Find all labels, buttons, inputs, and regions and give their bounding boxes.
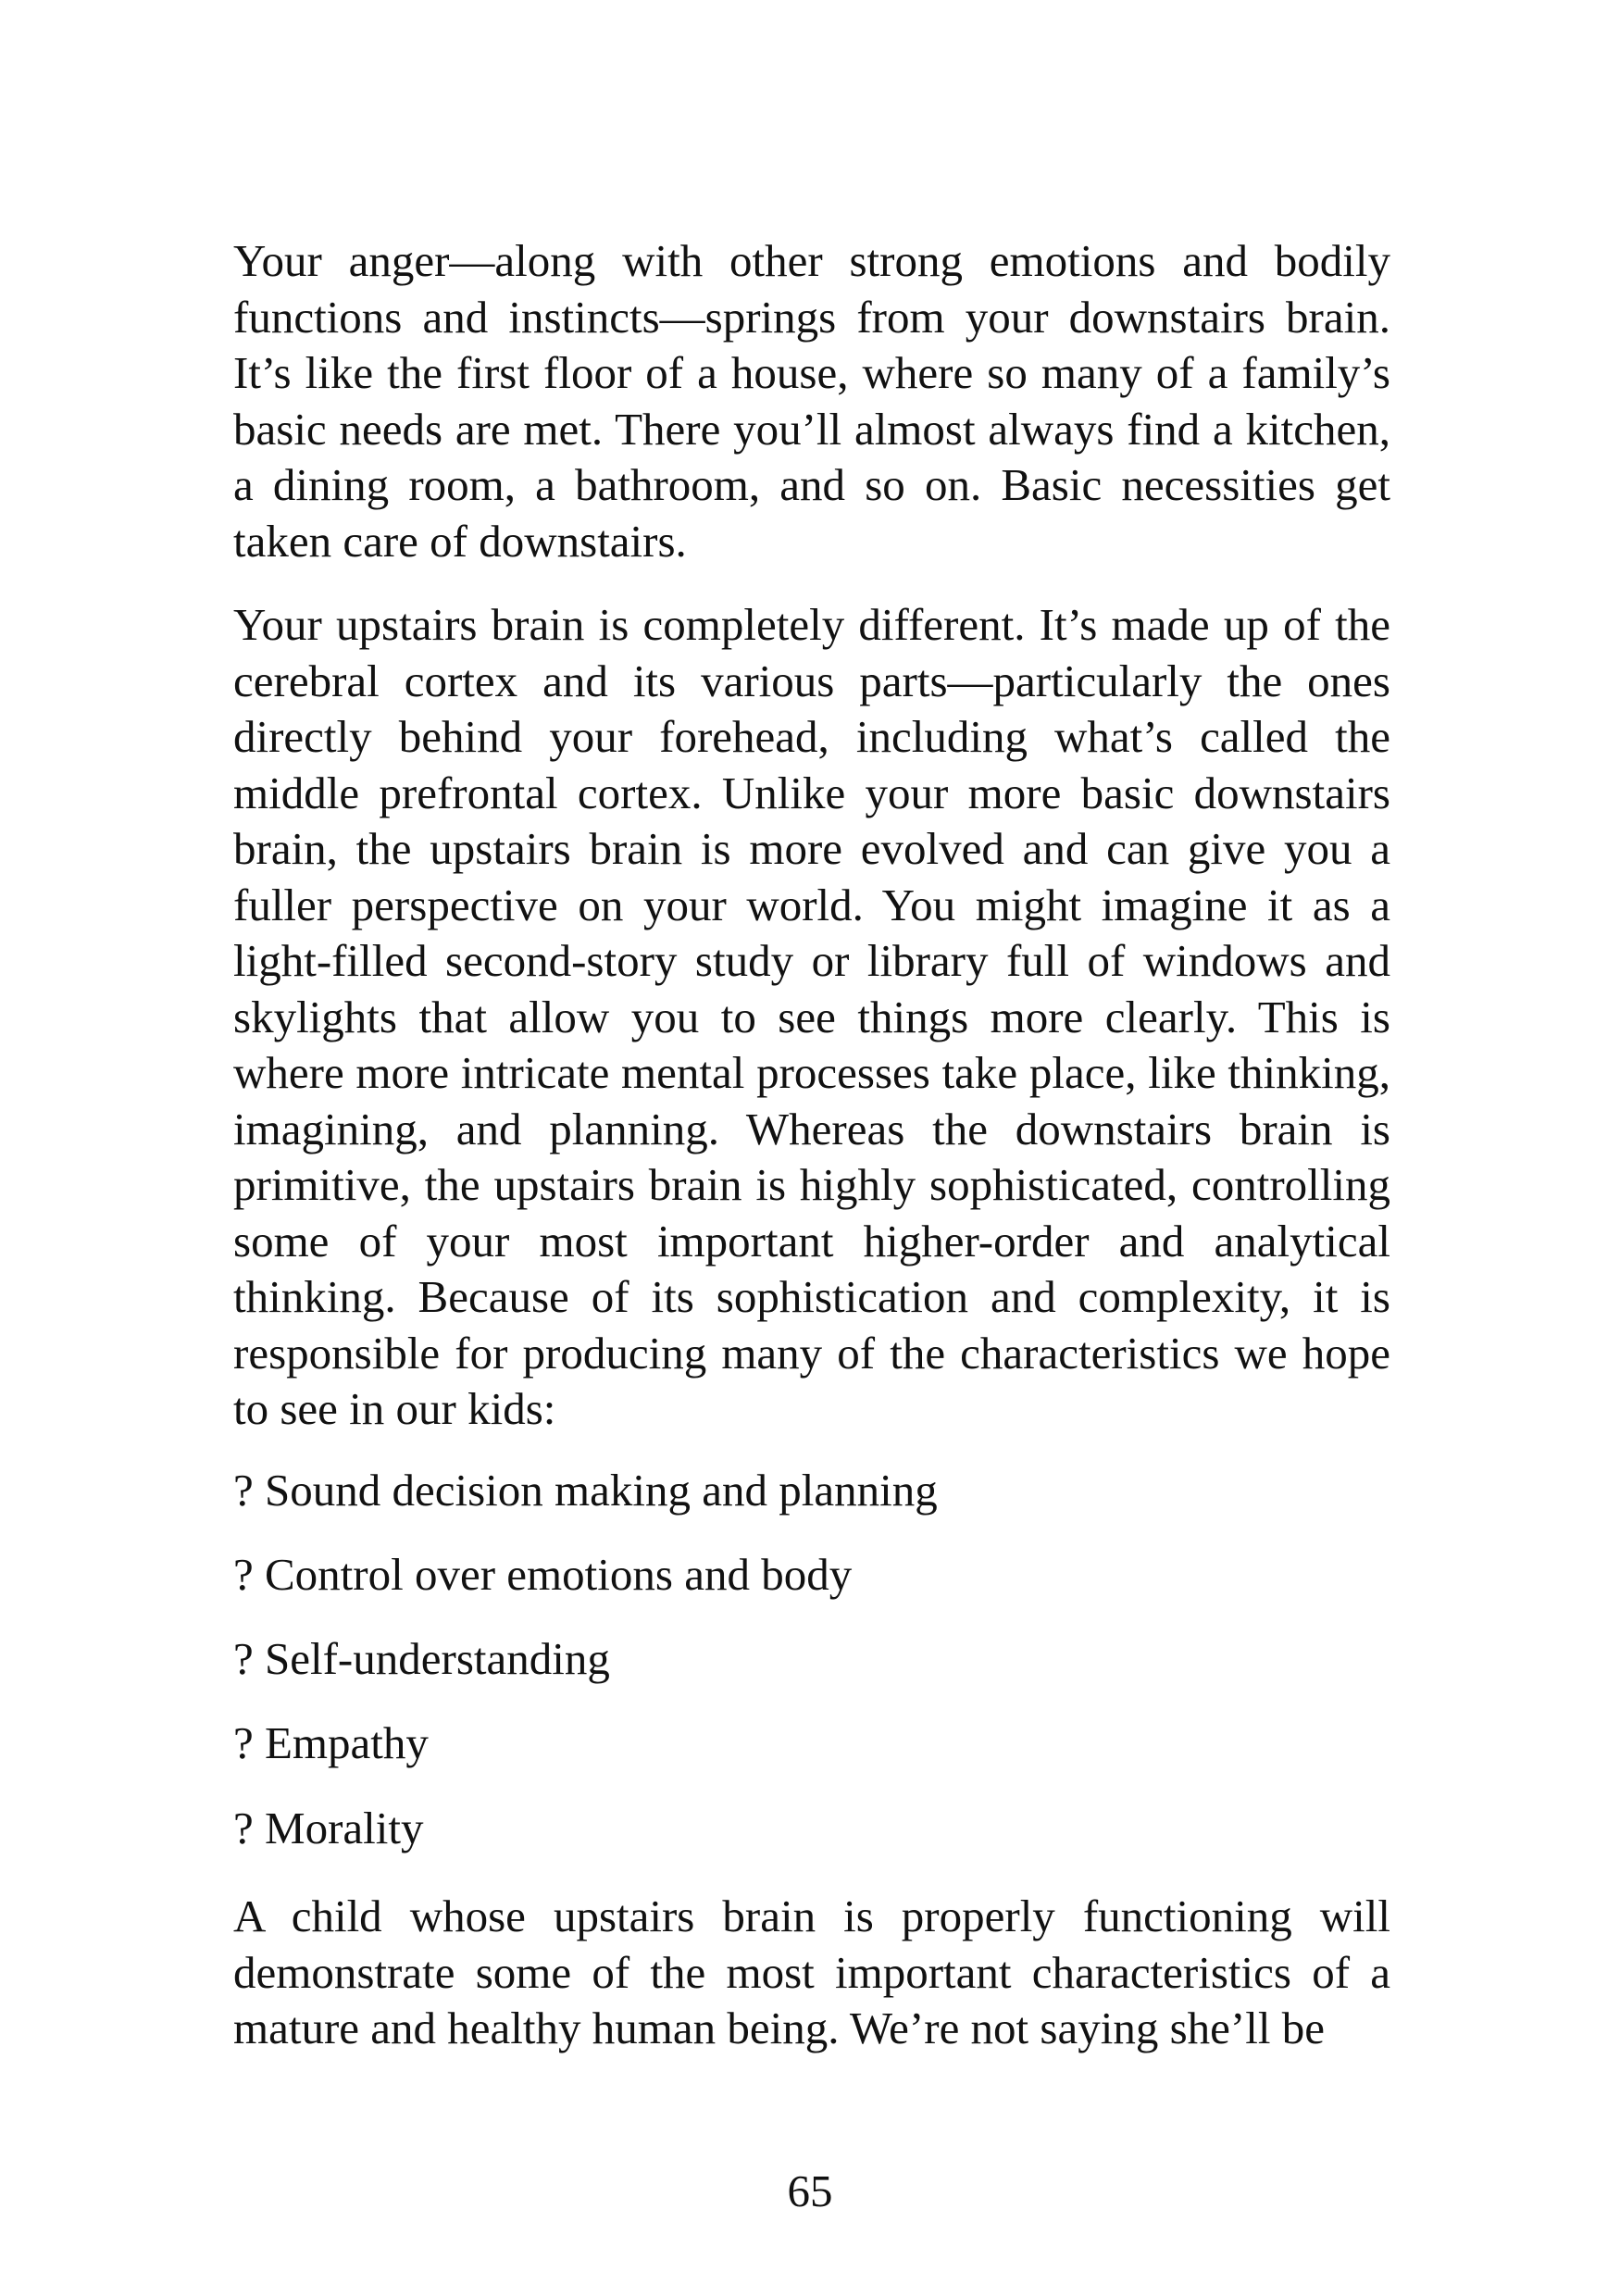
list-item: ? Control over emotions and body: [233, 1549, 853, 1600]
list-item: ? Morality: [233, 1803, 424, 1853]
list-item: ? Sound decision making and planning: [233, 1465, 938, 1516]
list-item: ? Empathy: [233, 1717, 429, 1768]
paragraph-downstairs-brain: Your anger—along with other strong emotions and bodily functions and instincts—springs from your downstairs brain. It’s like the first floor of a house, where so many of a family’s basic needs are met. There you’ll almost always find a kitchen, a dining room, a bathroom, and so on. Basic necessities get taken care of downstairs.: [233, 235, 1390, 567]
paragraph-upstairs-brain: Your upstairs brain is completely different. It’s made up of the cerebral cortex and its various parts—particularly the ones directly behind your forehead, including what’s called the middle prefrontal cortex. Unlike your more basic downstairs brain, the upstairs brain is more evolved and can give you a fuller perspective on your world. You might imagine it as a light-filled second-story study or library full of windows and skylights that allow you to see things more clearly. This is where more intricate mental processes take place, like thinking, imagining, and planning. Whereas the downstairs brain is primitive, the upstairs brain is highly sophisticated, controlling some of your most important higher-order and analytical thinking. Because of its sophistication and complexity, it is responsible for producing many of the characteristics we hope to see in our kids:: [233, 599, 1390, 1434]
paragraph-healthy-child: A child whose upstairs brain is properly functioning will demonstrate some of the most important characteristics of a mature and healthy human being. We’re not saying she’ll be: [233, 1890, 1390, 2053]
list-item: ? Self-understanding: [233, 1633, 610, 1684]
page-number: 65: [787, 2165, 833, 2216]
